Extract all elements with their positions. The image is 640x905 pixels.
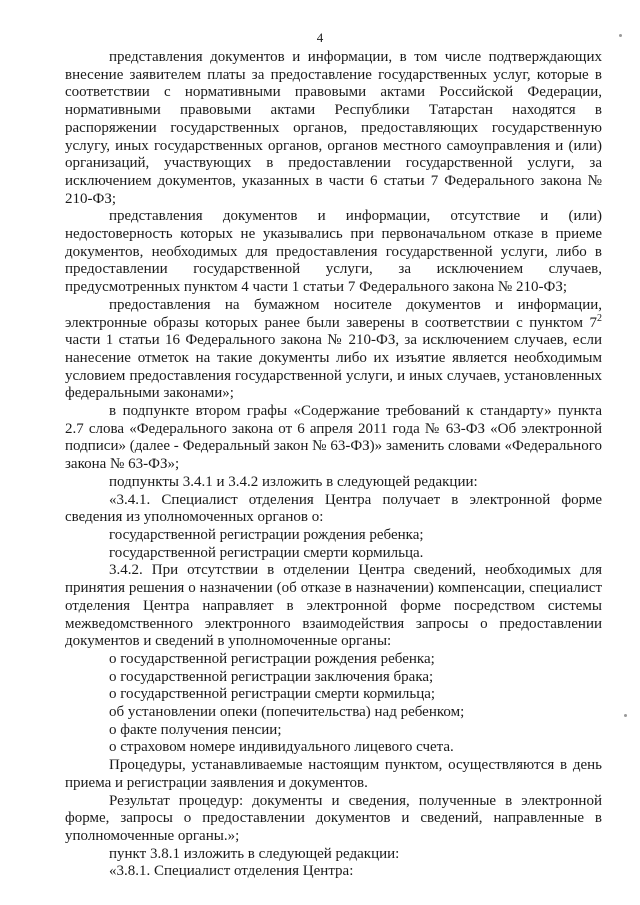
paragraph: пункт 3.8.1 изложить в следующей редакции: xyxy=(109,845,400,862)
scan-speck xyxy=(624,714,627,717)
list-item: государственной регистрации рождения ребенка; xyxy=(109,526,424,543)
document-text-body xyxy=(65,49,602,881)
page-number: 4 xyxy=(316,30,324,45)
paragraph: представления документов и информации, отсутствие и (или) недостоверность которых не указывались при первоначальном отказе в приеме документов, необходимых для предоставления государственной услуги, либо в предоставлении государственной услуги, за исключением случаев, предусмотренных пунктом 4 части 1 статьи 7 Федерального закона № 210-ФЗ; xyxy=(65,208,602,296)
list-item: об установлении опеки (попечительства) над ребенком; xyxy=(109,704,465,721)
list-item: о государственной регистрации смерти кормильца; xyxy=(109,686,436,703)
scan-speck xyxy=(619,34,622,37)
list-item: о страховом номере индивидуального лицевого счета. xyxy=(109,739,454,756)
list-item: о государственной регистрации рождения ребенка; xyxy=(109,650,435,667)
paragraph xyxy=(65,297,602,403)
paragraph: 3.4.2. При отсутствии в отделении Центра сведений, необходимых для принятия решения о назначении (об отказе в назначении) компенсации, специалист отделения Центра направляет в электронной форме посредством системы межведомственного электронного взаимодействия запросы о предоставлении документов и сведений в уполномоченные органы: xyxy=(65,562,602,650)
paragraph-text: части 1 статьи 16 Федерального закона № 210-ФЗ, за исключением случаев, если нанесение отметок на такие документы либо их изъятие является необходимым условием предоставления государственной услуги, и иных случаев, установленных федеральными законами»; xyxy=(65,332,602,402)
paragraph: подпункты 3.4.1 и 3.4.2 изложить в следующей редакции: xyxy=(109,473,478,490)
list-item: о факте получения пенсии; xyxy=(109,721,282,738)
paragraph: «3.8.1. Специалист отделения Центра: xyxy=(109,863,354,880)
paragraph: Процедуры, устанавливаемые настоящим пунктом, осуществляются в день приема и регистрации заявления и документов. xyxy=(65,757,602,791)
paragraph: Результат процедур: документы и сведения, полученные в электронной форме, запросы о предоставлении документов и сведений, направленные в уполномоченные органы.»; xyxy=(65,792,602,844)
superscript: 2 xyxy=(597,312,602,324)
paragraph: представления документов и информации, в том числе подтверждающих внесение заявителем платы за предоставление государственных услуг, которые в соответствии с нормативными правовыми актами Российской Федерации, нормативными правовыми актами Республики Татарстан находятся в распоряжении государственных органов, предоставляющих государственную услугу, иных государственных органов, органов местного самоуправления и (или) организаций, участвующих в предоставлении государственной услуги, за исключением документов, указанных в части 6 статьи 7 Федерального закона № 210-ФЗ; xyxy=(65,49,602,207)
paragraph-text: предоставления на бумажном носителе документов и информации, электронные образы которых ранее были заверены в соответствии с пунктом 7 xyxy=(65,296,602,331)
paragraph: «3.4.1. Специалист отделения Центра получает в электронной форме сведения из уполномоченных органов о: xyxy=(65,491,602,526)
paragraph: в подпункте втором графы «Содержание требований к стандарту» пункта 2.7 слова «Федерального закона от 6 апреля 2011 года № 63-ФЗ «Об электронной подписи» (далее - Федеральный закон № 63-ФЗ)» заменить словами «Федерального закона № 63-ФЗ»; xyxy=(65,403,602,473)
list-item: о государственной регистрации заключения брака; xyxy=(109,668,434,685)
list-item: государственной регистрации смерти кормильца. xyxy=(109,544,424,561)
